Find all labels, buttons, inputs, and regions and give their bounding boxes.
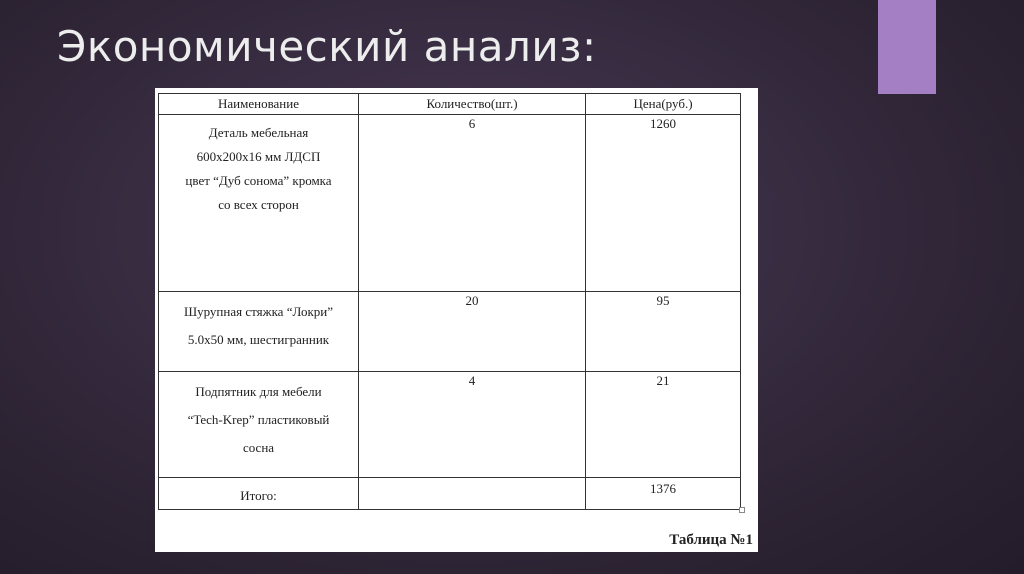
total-price-cell	[586, 478, 741, 510]
item-quantity-cell	[359, 115, 586, 292]
item-name-line: Деталь мебельная	[208, 125, 309, 140]
header-price: Цена(руб.)	[586, 94, 741, 115]
item-price-cell	[586, 292, 741, 372]
table-row	[159, 292, 741, 372]
item-quantity-cell	[359, 292, 586, 372]
slide-title: Экономический анализ:	[57, 22, 597, 71]
item-quantity: 4	[468, 373, 476, 388]
item-price: 1260	[650, 116, 676, 131]
item-name-cell	[159, 372, 359, 478]
item-name-line: 600x200x16 мм ЛДСП	[196, 149, 321, 164]
total-label: Итого:	[240, 488, 277, 503]
item-price: 95	[656, 293, 670, 308]
total-price: 1376	[650, 481, 676, 496]
table-row	[159, 372, 741, 478]
accent-bar	[878, 0, 936, 94]
item-name-line: “Tech-Krep” пластиковый	[187, 412, 330, 427]
total-quantity-cell	[359, 478, 586, 510]
header-name: Наименование	[159, 94, 359, 115]
cost-table	[158, 93, 741, 510]
item-quantity-cell	[359, 372, 586, 478]
table-resize-handle	[739, 507, 745, 513]
total-label-cell	[159, 478, 359, 510]
item-price-cell	[586, 115, 741, 292]
table-caption: Таблица №1	[669, 532, 753, 548]
item-name-cell	[159, 115, 359, 292]
item-name-line: 5.0x50 мм, шестигранник	[187, 332, 330, 347]
table-header-row	[159, 94, 741, 115]
item-name-line: Подпятник для мебели	[195, 384, 322, 399]
item-name-line: сосна	[242, 440, 275, 455]
item-price-cell	[586, 372, 741, 478]
header-quantity: Количество(шт.)	[359, 94, 586, 115]
item-name-cell	[159, 292, 359, 372]
item-name-line: со всех сторон	[218, 197, 299, 212]
total-quantity	[359, 478, 585, 481]
total-row	[159, 478, 741, 510]
item-price: 21	[656, 373, 670, 388]
item-name-line: цвет “Дуб сонома” кромка	[185, 173, 332, 188]
item-quantity: 6	[468, 116, 476, 131]
document-image	[155, 88, 758, 552]
item-quantity: 20	[465, 293, 479, 308]
table-row	[159, 115, 741, 292]
item-name-line: Шурупная стяжка “Локри”	[183, 304, 334, 319]
